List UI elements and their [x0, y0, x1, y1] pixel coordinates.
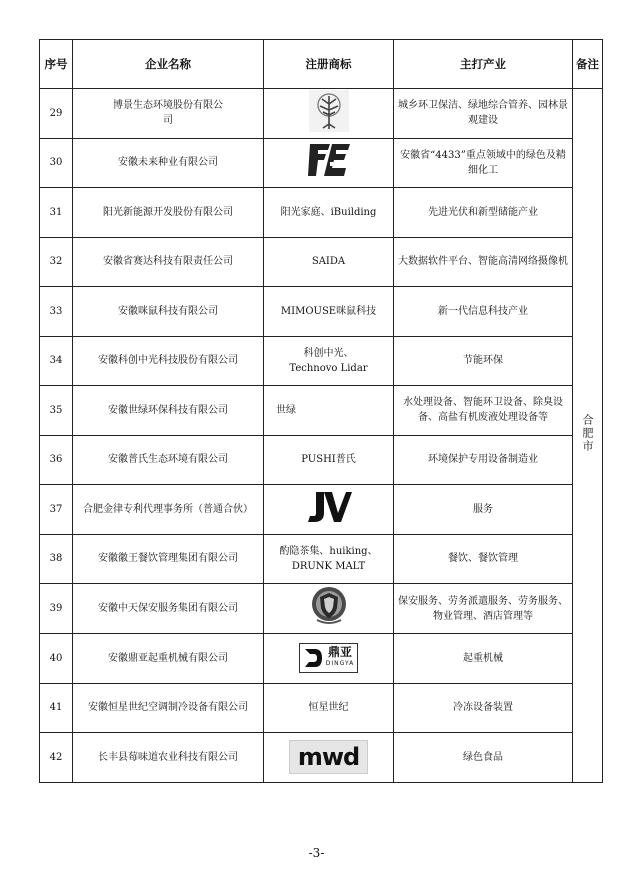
row-industry: 水处理设备、智能环卫设备、除臭设备、高盐有机废液处理设备等: [394, 386, 573, 436]
row-seq: 33: [40, 287, 73, 337]
row-trademark: [264, 733, 394, 783]
row-company: 安徽省赛达科技有限责任公司: [73, 237, 264, 287]
row-seq: 39: [40, 584, 73, 634]
row-company: 安徽中天保安服务集团有限公司: [73, 584, 264, 634]
table-row: [40, 634, 603, 684]
row-industry: 餐饮、餐饮管理: [394, 534, 573, 584]
row-company: 安徽世绿环保科技有限公司: [73, 386, 264, 436]
mwd-logo-text: mwd: [297, 743, 360, 772]
row-industry: 环境保护专用设备制造业: [394, 435, 573, 485]
row-industry: 服务: [394, 485, 573, 535]
header-company: 企业名称: [73, 40, 264, 89]
stacked-blocks-logo-icon: [306, 140, 352, 180]
row-trademark: [264, 634, 394, 684]
row-seq: 31: [40, 188, 73, 238]
header-industry: 主打产业: [394, 40, 573, 89]
row-seq: 30: [40, 138, 73, 188]
row-seq: 32: [40, 237, 73, 287]
table-row: [40, 733, 603, 783]
table-row: [40, 534, 603, 584]
row-industry: 冷冻设备装置: [394, 683, 573, 733]
table-header-row: [40, 40, 603, 89]
row-industry: 城乡环卫保洁、绿地综合管养、园林景观建设: [394, 89, 573, 139]
row-note: [573, 89, 603, 783]
row-industry: 先进光伏和新型储能产业: [394, 188, 573, 238]
page-number: -3-: [308, 846, 325, 860]
row-seq: 37: [40, 485, 73, 535]
dingya-logo-subtext: DINGYA: [325, 659, 355, 667]
row-seq: 35: [40, 386, 73, 436]
table-row: [40, 386, 603, 436]
row-seq: 42: [40, 733, 73, 783]
row-industry: 新一代信息科技产业: [394, 287, 573, 337]
row-seq: 41: [40, 683, 73, 733]
table-row: [40, 188, 603, 238]
row-seq: 34: [40, 336, 73, 386]
enterprise-table: [39, 39, 603, 783]
table-row: [40, 683, 603, 733]
row-trademark: 恒星世纪: [264, 683, 394, 733]
header-note: 备注: [573, 40, 603, 89]
row-seq: 29: [40, 89, 73, 139]
table-row: [40, 336, 603, 386]
header-seq: 序号: [40, 40, 73, 89]
row-company: 安徽徽王餐饮管理集团有限公司: [73, 534, 264, 584]
row-company: 阳光新能源开发股份有限公司: [73, 188, 264, 238]
note-city: 合肥市: [581, 413, 594, 453]
row-industry: 保安服务、劳务派遣服务、劳务服务、物业管理、酒店管理等: [394, 584, 573, 634]
row-company: 安徽恒星世纪空调制冷设备有限公司: [73, 683, 264, 733]
dingya-logo-icon: [299, 643, 359, 673]
mwd-logo-icon: [289, 740, 368, 774]
row-industry: 节能环保: [394, 336, 573, 386]
shield-emblem-logo-icon: [309, 584, 349, 628]
row-company: 安徽鼎亚起重机械有限公司: [73, 634, 264, 684]
row-industry: 安徽省“4433”重点领域中的绿色及精细化工: [394, 138, 573, 188]
row-seq: 38: [40, 534, 73, 584]
row-seq: 36: [40, 435, 73, 485]
row-trademark: 酌隐茶集、huiking、DRUNK MALT: [264, 534, 394, 584]
row-company: 安徽咪鼠科技有限公司: [73, 287, 264, 337]
table-row: [40, 237, 603, 287]
row-company: 博景生态环境股份有限公司: [73, 89, 264, 139]
row-trademark: SAIDA: [264, 237, 394, 287]
row-company: 长丰县莓味道农业科技有限公司: [73, 733, 264, 783]
row-industry: 绿色食品: [394, 733, 573, 783]
table-row: [40, 485, 603, 535]
table-row: [40, 138, 603, 188]
tree-logo-icon: [309, 90, 349, 132]
table-row: [40, 584, 603, 634]
jv-logo-icon: [304, 489, 354, 525]
row-trademark: [264, 485, 394, 535]
row-trademark: 阳光家庭、iBuilding: [264, 188, 394, 238]
row-industry: 大数据软件平台、智能高清网络摄像机: [394, 237, 573, 287]
table-row: [40, 435, 603, 485]
row-company: 安徽科创中光科技股份有限公司: [73, 336, 264, 386]
row-company: 合肥金律专利代理事务所（普通合伙）: [73, 485, 264, 535]
dingya-logo-text: 鼎亚: [327, 644, 352, 659]
row-trademark: 科创中光、Technovo Lidar: [264, 336, 394, 386]
table-row: [40, 89, 603, 139]
row-trademark: [264, 138, 394, 188]
table-row: [40, 287, 603, 337]
row-company: 安徽普氏生态环境有限公司: [73, 435, 264, 485]
row-trademark: [264, 89, 394, 139]
row-trademark: MIMOUSE咪鼠科技: [264, 287, 394, 337]
row-trademark: 世绿: [264, 386, 394, 436]
row-industry: 起重机械: [394, 634, 573, 684]
row-trademark: PUSHI普氏: [264, 435, 394, 485]
row-company: 安徽未来种业有限公司: [73, 138, 264, 188]
row-trademark: [264, 584, 394, 634]
header-trademark: 注册商标: [264, 40, 394, 89]
row-seq: 40: [40, 634, 73, 684]
